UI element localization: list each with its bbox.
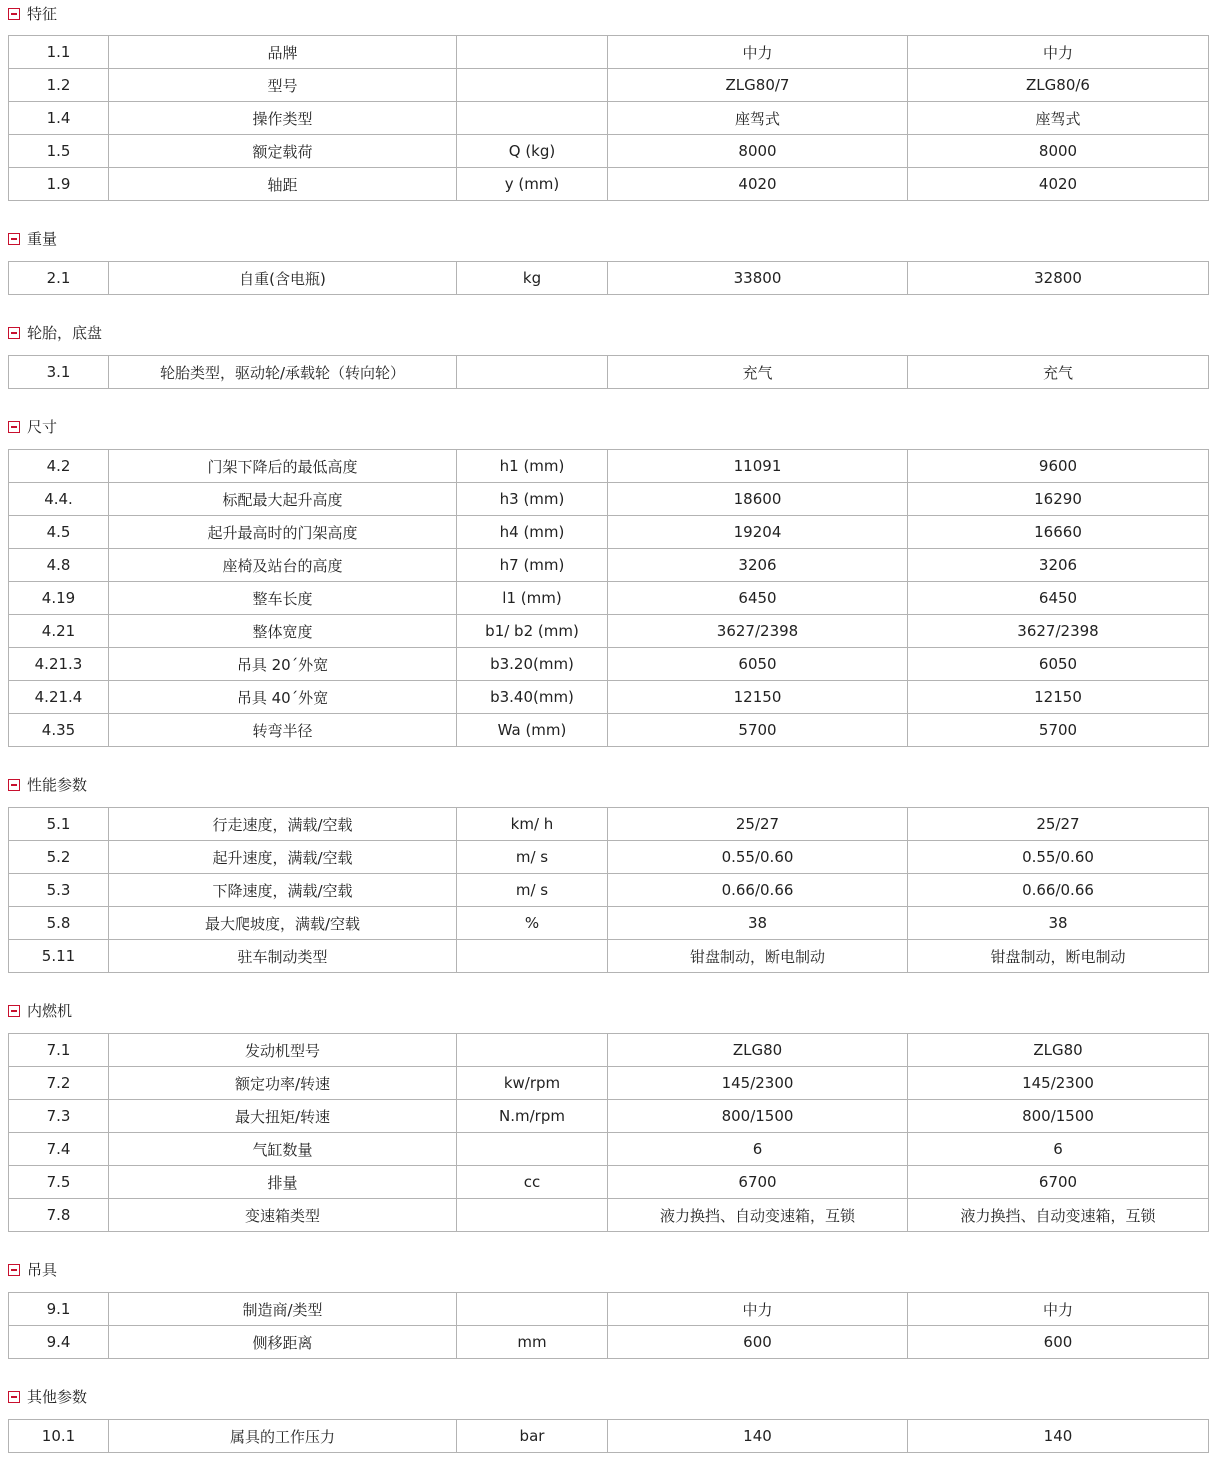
row-label: 品牌 [109, 36, 457, 69]
row-value-model-1: 5700 [608, 714, 908, 747]
table-row [9, 841, 1209, 874]
collapse-minus-icon[interactable] [8, 8, 20, 20]
row-value-model-1: 中力 [608, 1293, 908, 1326]
table-row [9, 1034, 1209, 1067]
row-label: 吊具 40´外宽 [109, 681, 457, 714]
row-value-model-1: 充气 [608, 356, 908, 389]
row-value-model-2: 中力 [908, 1293, 1209, 1326]
row-value-model-1: 38 [608, 907, 908, 940]
collapse-minus-icon[interactable] [8, 779, 20, 791]
table-row [9, 516, 1209, 549]
table-row [9, 615, 1209, 648]
row-number: 5.2 [9, 841, 109, 874]
section-title: 重量 [27, 230, 58, 248]
section-weight [0, 226, 1216, 288]
row-value-model-1: 140 [608, 1420, 908, 1453]
row-unit: l1 (mm) [457, 582, 608, 615]
row-label: 制造商/类型 [109, 1293, 457, 1326]
spec-table [8, 261, 1209, 295]
row-number: 9.4 [9, 1326, 109, 1359]
row-number: 4.21.3 [9, 648, 109, 681]
row-number: 4.2 [9, 450, 109, 483]
table-row [9, 1133, 1209, 1166]
table-row [9, 714, 1209, 747]
row-label: 标配最大起升高度 [109, 483, 457, 516]
section-header[interactable] [0, 1257, 1216, 1283]
row-number: 1.9 [9, 168, 109, 201]
row-number: 5.8 [9, 907, 109, 940]
row-unit [457, 1133, 608, 1166]
row-unit [457, 1199, 608, 1232]
row-label: 最大扭矩/转速 [109, 1100, 457, 1133]
row-number: 9.1 [9, 1293, 109, 1326]
row-unit: b3.20(mm) [457, 648, 608, 681]
row-unit: kw/rpm [457, 1067, 608, 1100]
row-label: 最大爬坡度，满载/空载 [109, 907, 457, 940]
row-value-model-1: 8000 [608, 135, 908, 168]
row-label: 整车长度 [109, 582, 457, 615]
table-row [9, 681, 1209, 714]
collapse-minus-icon[interactable] [8, 233, 20, 245]
table-row [9, 940, 1209, 973]
section-engine [0, 998, 1216, 1225]
row-label: 气缸数量 [109, 1133, 457, 1166]
row-value-model-2: 9600 [908, 450, 1209, 483]
row-value-model-2: 5700 [908, 714, 1209, 747]
row-value-model-1: ZLG80 [608, 1034, 908, 1067]
row-value-model-1: 6050 [608, 648, 908, 681]
row-number: 5.11 [9, 940, 109, 973]
table-row [9, 356, 1209, 389]
row-number: 2.1 [9, 262, 109, 295]
row-number: 3.1 [9, 356, 109, 389]
row-value-model-1: 液力换挡、自动变速箱，互锁 [608, 1199, 908, 1232]
collapse-minus-icon[interactable] [8, 327, 20, 339]
row-unit [457, 940, 608, 973]
row-value-model-2: ZLG80/6 [908, 69, 1209, 102]
row-unit: Q (kg) [457, 135, 608, 168]
row-value-model-2: 6050 [908, 648, 1209, 681]
row-value-model-2: 液力换挡、自动变速箱，互锁 [908, 1199, 1209, 1232]
row-value-model-1: 中力 [608, 36, 908, 69]
table-row [9, 1100, 1209, 1133]
row-number: 7.5 [9, 1166, 109, 1199]
row-value-model-2: 145/2300 [908, 1067, 1209, 1100]
spec-table [8, 35, 1209, 201]
row-value-model-1: 0.66/0.66 [608, 874, 908, 907]
row-unit: kg [457, 262, 608, 295]
row-value-model-2: 4020 [908, 168, 1209, 201]
row-value-model-1: 座驾式 [608, 102, 908, 135]
table-row [9, 1293, 1209, 1326]
row-value-model-1: 33800 [608, 262, 908, 295]
row-label: 行走速度，满载/空载 [109, 808, 457, 841]
row-label: 起升速度，满载/空载 [109, 841, 457, 874]
table-row [9, 450, 1209, 483]
table-row [9, 483, 1209, 516]
row-value-model-1: 600 [608, 1326, 908, 1359]
row-number: 7.8 [9, 1199, 109, 1232]
row-value-model-1: 12150 [608, 681, 908, 714]
table-row [9, 1199, 1209, 1232]
row-label: 门架下降后的最低高度 [109, 450, 457, 483]
collapse-minus-icon[interactable] [8, 421, 20, 433]
row-value-model-1: 25/27 [608, 808, 908, 841]
table-row [9, 1420, 1209, 1453]
section-title: 吊具 [27, 1261, 58, 1279]
table-row [9, 1067, 1209, 1100]
section-header[interactable] [0, 1, 1216, 27]
row-label: 发动机型号 [109, 1034, 457, 1067]
row-value-model-2: 800/1500 [908, 1100, 1209, 1133]
section-title: 尺寸 [27, 418, 58, 436]
row-value-model-1: 4020 [608, 168, 908, 201]
section-header[interactable] [0, 1384, 1216, 1410]
row-value-model-2: 16290 [908, 483, 1209, 516]
section-performance [0, 772, 1216, 966]
row-value-model-2: 25/27 [908, 808, 1209, 841]
row-value-model-1: 18600 [608, 483, 908, 516]
row-value-model-1: 6700 [608, 1166, 908, 1199]
row-value-model-1: 145/2300 [608, 1067, 908, 1100]
table-row [9, 549, 1209, 582]
row-number: 7.1 [9, 1034, 109, 1067]
row-label: 排量 [109, 1166, 457, 1199]
row-number: 5.1 [9, 808, 109, 841]
row-unit: m/ s [457, 874, 608, 907]
row-value-model-2: 8000 [908, 135, 1209, 168]
row-number: 1.2 [9, 69, 109, 102]
row-unit [457, 1293, 608, 1326]
row-value-model-2: 38 [908, 907, 1209, 940]
row-label: 侧移距离 [109, 1326, 457, 1359]
row-number: 4.21.4 [9, 681, 109, 714]
row-value-model-2: 6 [908, 1133, 1209, 1166]
section-title: 特征 [27, 5, 58, 23]
row-value-model-1: 0.55/0.60 [608, 841, 908, 874]
section-title: 性能参数 [27, 776, 88, 794]
row-label: 起升最高时的门架高度 [109, 516, 457, 549]
row-unit [457, 356, 608, 389]
row-number: 1.4 [9, 102, 109, 135]
row-unit [457, 1034, 608, 1067]
table-row [9, 648, 1209, 681]
collapse-minus-icon[interactable] [8, 1391, 20, 1403]
row-label: 自重(含电瓶) [109, 262, 457, 295]
row-label: 操作类型 [109, 102, 457, 135]
row-unit: bar [457, 1420, 608, 1453]
table-row [9, 1326, 1209, 1359]
section-header[interactable] [0, 320, 1216, 346]
section-dimensions [0, 414, 1216, 740]
table-row [9, 1166, 1209, 1199]
row-unit: cc [457, 1166, 608, 1199]
table-row [9, 36, 1209, 69]
row-label: 转弯半径 [109, 714, 457, 747]
row-number: 4.21 [9, 615, 109, 648]
row-unit [457, 69, 608, 102]
row-label: 额定功率/转速 [109, 1067, 457, 1100]
row-number: 4.35 [9, 714, 109, 747]
row-label: 型号 [109, 69, 457, 102]
section-header[interactable] [0, 414, 1216, 440]
row-unit: h3 (mm) [457, 483, 608, 516]
row-label: 驻车制动类型 [109, 940, 457, 973]
table-row [9, 69, 1209, 102]
row-unit: Wa (mm) [457, 714, 608, 747]
collapse-minus-icon[interactable] [8, 1264, 20, 1276]
row-number: 10.1 [9, 1420, 109, 1453]
row-unit: m/ s [457, 841, 608, 874]
row-value-model-1: 6450 [608, 582, 908, 615]
row-label: 吊具 20´外宽 [109, 648, 457, 681]
section-header[interactable] [0, 226, 1216, 252]
row-unit: b3.40(mm) [457, 681, 608, 714]
row-value-model-2: ZLG80 [908, 1034, 1209, 1067]
section-features [0, 1, 1216, 194]
section-header[interactable] [0, 998, 1216, 1024]
table-row [9, 135, 1209, 168]
row-value-model-1: 3627/2398 [608, 615, 908, 648]
row-unit: h7 (mm) [457, 549, 608, 582]
row-value-model-2: 600 [908, 1326, 1209, 1359]
row-value-model-2: 140 [908, 1420, 1209, 1453]
row-number: 4.4. [9, 483, 109, 516]
section-spreader [0, 1257, 1216, 1352]
row-unit: N.m/rpm [457, 1100, 608, 1133]
row-value-model-1: 3206 [608, 549, 908, 582]
row-label: 额定载荷 [109, 135, 457, 168]
row-number: 1.5 [9, 135, 109, 168]
row-label: 变速箱类型 [109, 1199, 457, 1232]
row-value-model-2: 座驾式 [908, 102, 1209, 135]
row-unit: b1/ b2 (mm) [457, 615, 608, 648]
row-value-model-2: 充气 [908, 356, 1209, 389]
row-value-model-2: 16660 [908, 516, 1209, 549]
row-value-model-2: 3627/2398 [908, 615, 1209, 648]
spec-table [8, 1033, 1209, 1232]
row-label: 属具的工作压力 [109, 1420, 457, 1453]
row-value-model-2: 32800 [908, 262, 1209, 295]
table-row [9, 102, 1209, 135]
row-value-model-1: 6 [608, 1133, 908, 1166]
row-value-model-1: 钳盘制动，断电制动 [608, 940, 908, 973]
row-value-model-2: 0.55/0.60 [908, 841, 1209, 874]
spec-table [8, 1419, 1209, 1453]
row-value-model-2: 6700 [908, 1166, 1209, 1199]
row-value-model-2: 6450 [908, 582, 1209, 615]
row-number: 7.3 [9, 1100, 109, 1133]
row-number: 1.1 [9, 36, 109, 69]
row-number: 4.19 [9, 582, 109, 615]
row-unit: y (mm) [457, 168, 608, 201]
row-value-model-2: 3206 [908, 549, 1209, 582]
row-value-model-2: 0.66/0.66 [908, 874, 1209, 907]
section-other-params [0, 1384, 1216, 1446]
row-value-model-1: 19204 [608, 516, 908, 549]
section-tires-chassis [0, 320, 1216, 382]
row-number: 4.5 [9, 516, 109, 549]
section-title: 内燃机 [27, 1002, 73, 1020]
table-row [9, 582, 1209, 615]
row-value-model-2: 钳盘制动，断电制动 [908, 940, 1209, 973]
section-title: 轮胎，底盘 [27, 324, 103, 342]
table-row [9, 874, 1209, 907]
spec-table [8, 355, 1209, 389]
section-title: 其他参数 [27, 1388, 88, 1406]
spec-table [8, 449, 1209, 747]
row-value-model-1: 800/1500 [608, 1100, 908, 1133]
table-row [9, 168, 1209, 201]
row-unit: mm [457, 1326, 608, 1359]
row-value-model-1: 11091 [608, 450, 908, 483]
table-row [9, 907, 1209, 940]
collapse-minus-icon[interactable] [8, 1005, 20, 1017]
row-value-model-1: ZLG80/7 [608, 69, 908, 102]
row-label: 轴距 [109, 168, 457, 201]
row-label: 座椅及站台的高度 [109, 549, 457, 582]
row-number: 7.4 [9, 1133, 109, 1166]
row-label: 下降速度，满载/空载 [109, 874, 457, 907]
row-number: 5.3 [9, 874, 109, 907]
row-label: 整体宽度 [109, 615, 457, 648]
spec-table [8, 1292, 1209, 1359]
row-value-model-2: 12150 [908, 681, 1209, 714]
row-unit: h1 (mm) [457, 450, 608, 483]
row-value-model-2: 中力 [908, 36, 1209, 69]
table-row [9, 262, 1209, 295]
row-unit [457, 102, 608, 135]
row-number: 7.2 [9, 1067, 109, 1100]
row-unit: km/ h [457, 808, 608, 841]
spec-table [8, 807, 1209, 973]
row-unit: % [457, 907, 608, 940]
row-unit: h4 (mm) [457, 516, 608, 549]
table-row [9, 808, 1209, 841]
row-number: 4.8 [9, 549, 109, 582]
section-header[interactable] [0, 772, 1216, 798]
row-unit [457, 36, 608, 69]
row-label: 轮胎类型，驱动轮/承载轮（转向轮） [109, 356, 457, 389]
